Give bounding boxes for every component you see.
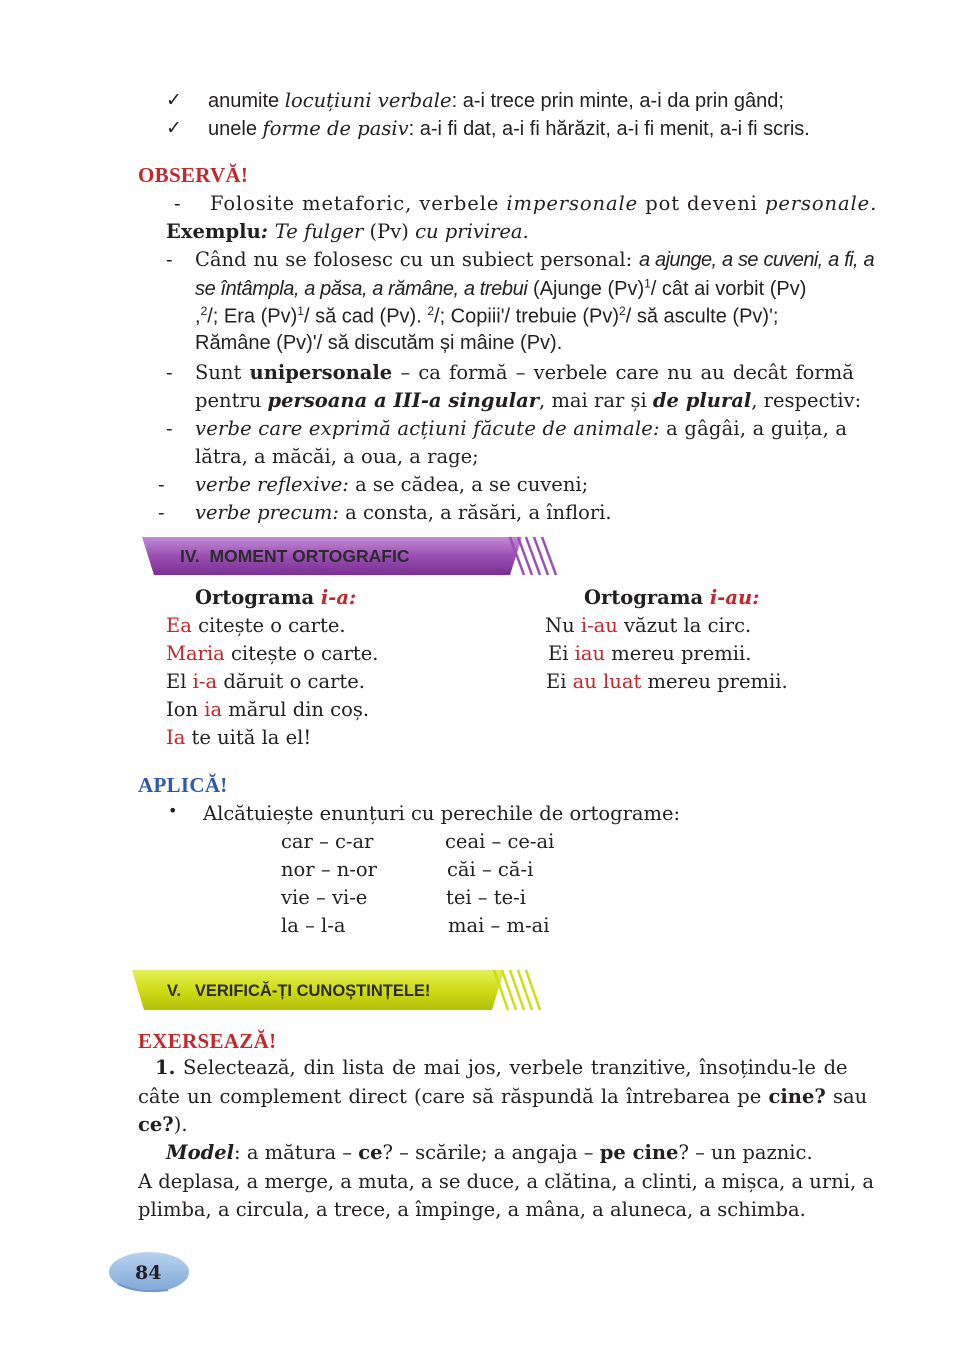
- dash: -: [166, 361, 173, 384]
- exerseaza-heading: EXERSEAZĂ!: [138, 1029, 277, 1053]
- pair-item: la – l-a: [281, 914, 346, 937]
- observa-line: Sunt unipersonale – ca formă – verbele care nu au decât formă: [195, 361, 854, 384]
- dash: -: [158, 473, 165, 496]
- example-line: Exemplu: Te fulger (Pv) cu privirea.: [166, 220, 529, 243]
- list-item: unele forme de pasiv: a-i fi dat, a-i fi hărăzit, a-i fi menit, a-i fi scris.: [208, 117, 810, 140]
- exercise-text: ce?).: [138, 1113, 188, 1136]
- model-line: Model: a mătura – ce? – scările; a angaja – pe cine? – un paznic.: [166, 1141, 813, 1164]
- observa-line: ,$^2$/; Era $(Pv)^1/$ să cad (Pv). $^2$/; Copiii'/ trebuie $(Pv)^2/$ să asculte (Pv)';: [195, 304, 779, 328]
- exercise-text: 1. Selectează, din lista de mai jos, verbele tranzitive, însoțindu-le de: [155, 1056, 848, 1079]
- example-sentence: El i-a dăruit o carte.: [166, 670, 365, 693]
- observa-line: pentru persoana a III-a singular, mai rar și de plural, respectiv:: [195, 389, 862, 412]
- check-icon: ✓: [166, 89, 182, 111]
- pair-item: tei – te-i: [446, 886, 526, 909]
- dash: -: [166, 417, 173, 440]
- list-item: anumite locuțiuni verbale: a-i trece prin minte, a-i da prin gând;: [208, 89, 784, 112]
- example-sentence: Ion ia mărul din coș.: [166, 698, 370, 721]
- pair-item: nor – n-or: [281, 858, 377, 881]
- observa-line: Când nu se folosesc cu un subiect personal: a ajunge, a se cuveni, a fi, a: [195, 248, 874, 271]
- ortograma-iau-title: Ortograma i-au:: [584, 586, 760, 609]
- observa-heading: OBSERVĂ!: [138, 163, 249, 187]
- observa-line: Folosite metaforic, verbele impersonale pot deveni personale.: [210, 192, 878, 215]
- aplica-heading: APLICĂ!: [138, 773, 228, 797]
- check-icon: ✓: [166, 117, 182, 139]
- pair-item: car – c-ar: [281, 830, 374, 853]
- observa-line: verbe care exprimă acțiuni făcute de animale: a gâgâi, a guița, a: [195, 417, 848, 440]
- verb-list: plimba, a circula, a trece, a împinge, a mâna, a aluneca, a schimba.: [138, 1198, 806, 1221]
- pair-item: ceai – ce-ai: [445, 830, 555, 853]
- dash: -: [174, 192, 181, 215]
- example-sentence: Nu i-au văzut la circ.: [545, 614, 752, 637]
- section-title-iv: IV. MOMENT ORTOGRAFIC: [180, 546, 410, 566]
- example-sentence: Ea citește o carte.: [166, 614, 346, 637]
- example-sentence: Ia te uită la el!: [166, 726, 312, 749]
- example-sentence: Ei iau mereu premii.: [548, 642, 752, 665]
- aplica-task: Alcătuiește enunțuri cu perechile de ortograme:: [203, 802, 681, 825]
- ortograma-ia-title: Ortograma i-a:: [195, 586, 357, 609]
- pair-item: căi – că-i: [447, 858, 534, 881]
- page-number: 84: [135, 1262, 162, 1284]
- observa-line: se întâmpla, a păsa, a rămâne, a trebui (Ajunge $(Pv)^1/$ cât ai vorbit (Pv): [195, 276, 807, 300]
- dash: -: [166, 248, 173, 271]
- observa-line: lătra, a măcăi, a oua, a rage;: [195, 445, 479, 468]
- pair-item: mai – m-ai: [448, 914, 550, 937]
- bullet-icon: •: [168, 801, 178, 820]
- dash: -: [158, 501, 165, 524]
- section-title-v: V. VERIFICĂ-ȚI CUNOȘTINȚELE!: [167, 982, 431, 1000]
- exercise-text: câte un complement direct (care să răspundă la întrebarea pe cine? sau: [138, 1085, 868, 1108]
- observa-line: verbe reflexive: a se cădea, a se cuveni;: [195, 473, 589, 496]
- example-sentence: Ei au luat mereu premii.: [546, 670, 788, 693]
- example-sentence: Maria citește o carte.: [166, 642, 379, 665]
- verb-list: A deplasa, a merge, a muta, a se duce, a clătina, a clinti, a mișca, a urni, a: [138, 1170, 875, 1193]
- pair-item: vie – vi-e: [281, 886, 368, 909]
- observa-line: verbe precum: a consta, a răsări, a înflori.: [195, 501, 612, 524]
- observa-line: Rămâne (Pv)'/ să discutăm și mâine (Pv).: [195, 332, 563, 354]
